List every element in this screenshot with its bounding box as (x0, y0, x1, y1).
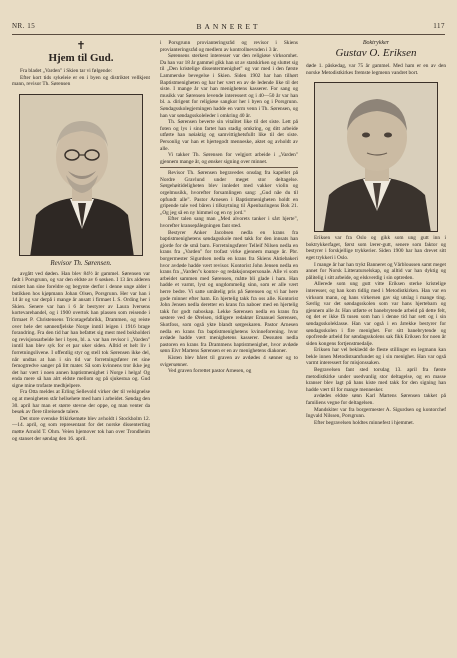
news-item-otta (12, 389, 150, 415)
obituary-paragraph: avdødes eldste sønn Karl Martens Sørensen takket på familiens vegne for deltagelsen. (306, 393, 446, 407)
news-item-text: Det store svenske frikirkemøte blev avholdt i Stockholm 12.—14. april, og som representant for det norske dissenterting møtte Arnold T. Ohrn. Veien hjemover tok han over Trondheim og stanset der søndag den 16. april. (12, 415, 150, 442)
portrait-photo-sorensen (19, 94, 143, 256)
portrait-caption: Revisor Th. Sørensen. (50, 258, 112, 267)
news-item-text: Fra Otta meldes at Erling Sellevold virker der til velsignelse og at menigheten står hellsehete med ham i arbeidet. Søndag den 30. april har man et større stevne der oppe, og man venter da besøk av flere tilreisende talere. (12, 389, 150, 416)
obituary-paragraph: Allerede som ung gutt vitte Eriksen sterke kristelige interesser, og han kom tidlig med i Metodistkirken. Han var en virksom mann, og hans virkersen gav sig utslag i mange ting. Særlig var det søndagsskolen som var hans hjertebarn og gjennem alle år. Han utførte et banebrytende arbeid på dette felt, og det er ikke få tusen som han i denne tid har sett og i sin søndagsskoleklasse. Han var også i en årrekke bestyrer for søndagsskolen i fire menighet. For sitt banebrytende og opofrende arbeid for søndagsskolens sak fikk Eriksen for noen år siden kongens fortjenstmedalje. (306, 281, 446, 347)
obituary-intro: døde 1. påskedag, var 75 år gammel. Med ham er en av den norske Metodistkirkes fremste legmenn vandret bort. (306, 63, 446, 76)
funeral-paragraph: Efter talen sang man „Med alvorets tanker i sårt hjerte", hvorefter kransepålegningen fant sted. (160, 216, 298, 230)
intro-paragraph: Fra bladet „Varden" i Skien tar vi følgende: (20, 68, 113, 74)
masthead-title: BANNERET (196, 22, 261, 31)
obituary-paragraph: Begravelsen fant sted torsdag 13. april fra første metodistkirke under usedvanlig stor deltagelse, og en masse kranser blev lagt på hans kiste med takk for den signing han hadde vært til for mange mennesker. (306, 367, 446, 393)
obituary-paragraph: Mandskiter var fra borgermester A. Sigurdsen og kontorchef Ingvald Nilssen, Porsgrunn. (306, 406, 446, 420)
header-rule (12, 34, 445, 35)
funeral-paragraph: Bestyrer Anker Jacobsen nedla en krans fra baptistmenighetens søndagsskole med takk for den innsats han gjorde for de små barn. Forretningsfører Telleif Nilsen nedla en krans fra „Varden" for trofast virke gjennem mange år. Pbr. borgermester Sigurdsen nedla en krans fra Skiens Aktiebakeri hvor avdøde hadde vært revisor. Kontorist John Jensen nedla en krans fra „Varden"s kontor- og redaksjonspersonale. Alle vi som arbeidet sammen med Sørensen, måtte bli glade i ham. Han hadde et varmt, lyst og ungdommelig sinn, som er alle vært herre bedre. Vi satte umåtelig pris på Sørensen og vi har here gode minner efter ham. En hjertelig takk fra oss alle. Kontorist John Jensen nedla deretter en krans fra naboer med en hjertelig takk for godt naboskap. Lekke Sørensen nedla en krans fra søstere ved de Ørelsen, tidligere redaktør Emanuel Sørensen, Skotfoss, som også ykte blandt sørgeskaren. Pastor Arnesen nedla en krans fra baptistmenighetens kvinneforening. hvor avdøde hadde vært menighetens kasserer. Dessuten nedla pastoren en krans fra Drammens baptistmenighet, hvor avdøde sønn Eivr Martens Sørensen er en av menighetens diakoner. (160, 229, 298, 355)
funeral-paragraph: Revisor Th. Sørensen begravedes onsdag fra kapellet på Nordre Gravlund under meget stor deltagelse. Sørgehøitideligheten blev innledet med vakker violin og orgelmusikk, hvorefter forsamlingen sang: „Gud nåe du til opfundt alle". Pastor Arnesen i Baptistmenigheten holdt en gripende tale ved båren i tilknytning til Åpenbaringens Bok 21. „Og jeg så en ny himmel og en ny jord." (160, 170, 298, 216)
column-middle (160, 40, 298, 652)
article-paragraph: Th. Sørensen beverte sin vitalitet like til det siste. Lett på foten og lys i sinn fartet han stadig omkring, og ditt arbeide utførte han nøiaktig og samvittighetsfullt like til det siste. Personlig var han et hjertegodt menneske, aktet og avholdt av alle. (160, 119, 298, 152)
news-item-frikirkemote (12, 416, 150, 442)
section-divider (160, 167, 298, 168)
article-paragraph: Vi takker Th. Sørensen for velgjort arbeide i „Varden" gjennem mange år, og ønsker signing over minnet. (160, 152, 298, 165)
obituary-name: Gustav O. Eriksen (335, 47, 417, 59)
obituary-paragraph: I mange år har han trykt Banneret og Vårbloussen samt meget annet for Norsk Litteraturselskap, og alltid var han dyktig og pålitelig i sitt arbeide, og elskverdig i sin optreden. (306, 261, 446, 281)
obituary-paragraph: Eriksen var fra Oslo og gikk som ung gutt inn i boktrykkerfaget, først som lærer-gutt, senere som faktor og bestyrer i forskjellige trykkerier. Siden 1900 har han drevet sitt eget trykkeri i Oslo. (306, 235, 446, 261)
article-body: avgått ved døden. Han blev 84½ år gammel. Sørensen var født i Porsgrunn, og var den eldste av 6 søsken. I 13 års alderen mistet han sine foreldre og begynte derfor i denne unge alder i butikken hos kjøpmann Johan Olsen, Porsgrunn. Her var han i 14 år og var derpå i mange år ansatt i firmaet I. S. Ording her i Skien. Senere var han i 6 år bestyrer av Laura Iversens kortevarehandel, og i 1900 overtok han plassen som reisende i firmaet P. Christensens Tricotagefabrikk, Drammen, og reiste over hele det sønnenfjelske Norge inntil leigen i 1916 brage forandring. Fra den tid har han befattet sig mest med bokholderi og revisjonsarbeide her i byen, bl. a. var han revisor i „Varden" inntil han blev syk for et par uker siden. Alltid et helt liv i forretningslivene. I offentlig styr og stell tok Sørensen ikke del, når undtas at han i sin tid var forretningsfører ret sine femogtredve sanger på litt mater. Så som kvinnens tror ikke jeg det har vært i noen annen baptistmenighet i Norge i helga! Og enda mere så han alrt eldste mellom og på sjukestua og. Gud signe mine trofaste medhjelpere. (12, 270, 150, 389)
intro-paragraph: Efter kort tids sykeleie er en i byen og distriktet vellkjent mann, revisor Th. Sørensen (12, 74, 150, 88)
portrait-photo-eriksen (314, 82, 438, 232)
article-title: Hjem til Gud. (48, 52, 114, 64)
article-paragraph: Sørensens sterkest interesser var den religiøse virksomhet. Da han var 18 år gammel gikk han ut av statskirken og sluttet sig til „Den kristelige dissentermenighet" og var med i den første Lammerske bevegelse i Skien. Siden 1902 har han tilhørt Baptistmenigheten og har her vært en av de ledende like til det siste. I mange år var han menighetens kasserer. For sang og musikk var Sørensen levende interessert og i 40—50 år var han bl. a. dirigent for religiøse sangkor her i byen og i Porsgrunn. Søndagsskolegjerningen hadde en varm venn i Th. Sørensen, og han var søndagsskoleleder i omkring 40 år. (160, 53, 298, 119)
article-continuation: i Porsgrunn provianteringsråd og revisor i Skiens provianteringsråd og medlem av kontrollnevnden i 3 år. (160, 40, 298, 53)
obituary-profession: Boktrykker (362, 40, 390, 46)
obituary-paragraph: Efter begravelsen holdtes minnefest i hjemmet. (314, 419, 415, 426)
issue-number: NR. 15 (12, 22, 36, 30)
column-right (306, 40, 446, 652)
page-number: 117 (433, 22, 445, 30)
column-left (12, 40, 150, 652)
cross-icon: ✝ (76, 40, 86, 52)
funeral-paragraph: Ved graven forrettet pastor Arnesen, og (168, 368, 252, 375)
funeral-paragraph: Kisten blev båret til graven av avdødes 4 sønner og to svigersønner. (160, 354, 298, 368)
obituary-paragraph: Eriksen har vel beklædd de fleste stillinger en legmann kan bekle innen Metodistsamfundet og i sin menighet. Han var også varmt interessert for misjonssaken. (306, 347, 446, 367)
